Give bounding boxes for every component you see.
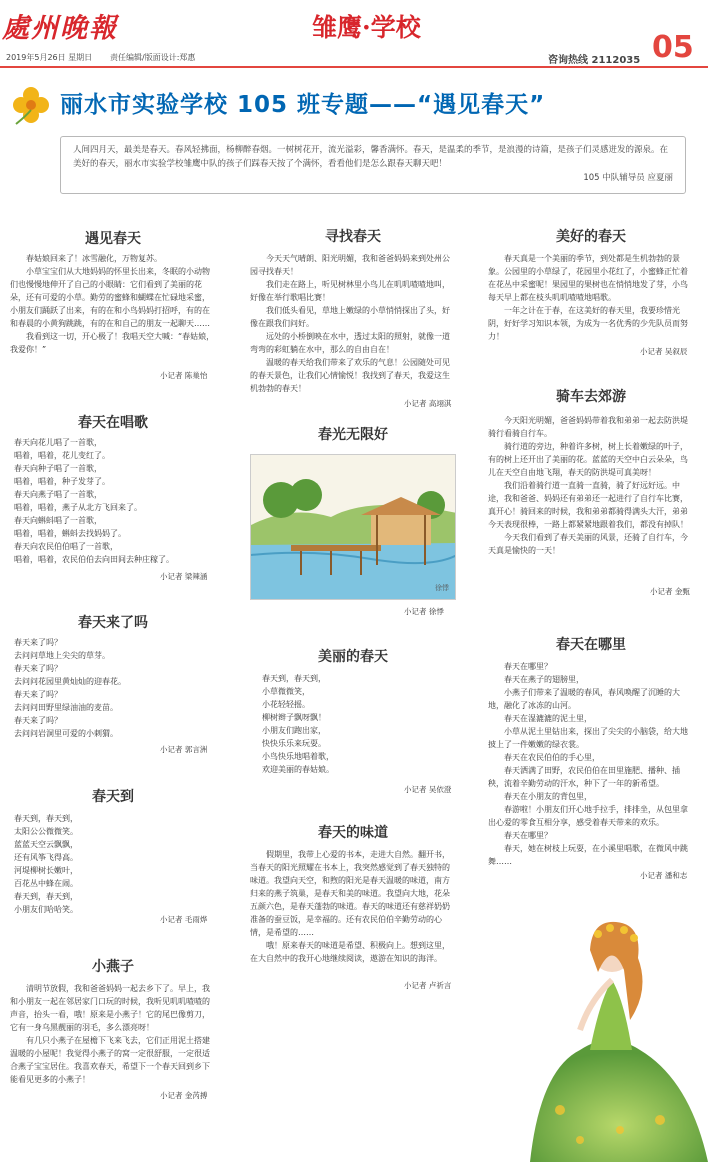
paragraph: 我们走在路上，听见树林里小鸟儿在叽叽喳喳地叫，好像在举行歌唱比赛！: [250, 280, 450, 302]
poem-line: 欢迎美丽的春姑娘。: [262, 765, 334, 774]
article-title: 春天的味道: [318, 825, 388, 841]
article-body: [250, 848, 456, 965]
poem-line: 春天向燕子唱了一首歌，: [14, 490, 102, 499]
article-title: 小燕子: [92, 959, 134, 975]
paragraph: 骑行道的旁边，种着许多树，树上长着嫩绿的叶子，有的树上还开出了美丽的花。蓝蓝的天空中白云朵朵，鸟儿在天空自由地飞翔，春天的防洪堤可真美呀！: [488, 442, 688, 477]
paragraph: 春天在哪里？: [504, 662, 552, 671]
poem-line: 唱着，唱着，蝌蚪去找妈妈了。: [14, 529, 126, 538]
article-body: [10, 982, 216, 1086]
poem-line: 春天到，春天到，: [14, 814, 78, 823]
newspaper-logo: 處州晚報: [2, 13, 118, 44]
article-author: 小记者 徐悸: [404, 607, 444, 616]
article-author: 小记者 陈巢怡: [160, 371, 208, 380]
article-title: 美好的春天: [556, 229, 626, 245]
poem-line: 春天来了吗？: [14, 716, 62, 725]
page-number: 05: [652, 30, 694, 65]
paragraph: 哦！原来春天的味道是希望、积极向上。想到这里，在大自然中的我开心地继续阅读，遨游在知识的海洋。: [250, 941, 450, 963]
article-body: [488, 660, 694, 868]
poem-line: 唱着，唱着，种子发芽了。: [14, 477, 110, 486]
paragraph: 温暖的春天给我们带来了欢乐的气息！公园随处可见的春天景色，让我们心情愉悦！我找到了春天，我爱这生机勃勃的春天！: [250, 358, 450, 393]
paragraph: 今天我们看到了春天美丽的风景，还骑了自行车，今天真是愉快的一天！: [488, 533, 688, 555]
paragraph: 春天在燕子的翅膀里，: [504, 675, 584, 684]
poem-line: 百花丛中蜂在闹。: [14, 879, 78, 888]
poem-line: 蓝蓝天空云飘飘，: [14, 840, 78, 849]
poem-line: 小鸟快乐地唱着歌，: [262, 752, 334, 761]
paragraph: 春天洒满了田野，农民伯伯在田里施肥、播种、插秧，流着辛勤劳动的汗水，种下了一年的新希望。: [488, 766, 680, 788]
article-title: 春天到: [92, 789, 134, 805]
article-title: 春天来了吗: [78, 615, 148, 631]
poem-line: 去问问草地上尖尖的草芽。: [14, 651, 110, 660]
poem-line: 还有风筝飞得高。: [14, 853, 78, 862]
paragraph: 春天真是一个美丽的季节，到处都是生机勃勃的景象。公园里的小草绿了，花园里小花红了，小蜜蜂正忙着在花丛中采蜜呢！果园里的果树也在悄悄地发了芽，小鸟每天早上都在枝头叽叽喳喳地唱歌。: [488, 254, 688, 302]
poem-line: 春天到，春天到，: [262, 674, 326, 683]
paragraph: 今天阳光明媚，爸爸妈妈带着我和弟弟一起去防洪堤骑行看骑自行车。: [488, 416, 688, 438]
article-author: 小记者 高翊淇: [404, 399, 452, 408]
section-title: 雏鹰·学校: [312, 13, 421, 42]
poem-line: 柳树辫子飘呀飘！: [262, 713, 326, 722]
article-title: 春光无限好: [318, 427, 388, 443]
paragraph: 我们沿着骑行道一直骑一直骑，骑了好远好远。中途，我和爸爸、妈妈还有弟弟还一起进行了自行车比赛，真开心！骑回来的时候，我和弟弟都骑得满头大汗，弟弟今天表现很棒，一路上都紧紧地跟着我们，都没有掉队！: [488, 481, 688, 529]
poem-line: 春天到，春天到，: [14, 892, 78, 901]
article-author: 小记者 金甄: [650, 587, 690, 596]
header-divider: [0, 66, 708, 68]
paragraph: 春天在湿漉漉的泥土里，: [504, 714, 592, 723]
paragraph: 春姑娘回来了！冰雪融化，万物复苏。: [26, 254, 162, 263]
poem-line: 河堤柳树长嫩叶，: [14, 866, 78, 875]
paragraph: 一年之计在于春，在这美好的春天里，我要珍惜光阴，好好学习知识本领，为成为一名优秀的少先队员而努力！: [488, 306, 688, 341]
poem-line: 去问问岩洞里可爱的小刺猬。: [14, 729, 118, 738]
article-author: 小记者 吴依澄: [404, 785, 452, 794]
article-title: 遇见春天: [85, 231, 141, 247]
info-bar: [0, 50, 650, 66]
paragraph: 春游啦！小朋友们开心地手拉手，排排坐，从包里拿出心爱的零食互相分享，感受着春天带来的欢乐。: [488, 805, 688, 827]
article-title: 春天在哪里: [556, 637, 626, 653]
article-body: [250, 252, 456, 395]
article-author: 小记者 郭言洲: [160, 745, 208, 754]
article-author: 小记者 金芮搏: [160, 1091, 208, 1100]
paragraph: 春天在农民伯伯的手心里，: [504, 753, 600, 762]
poem-line: 太阳公公微微笑。: [14, 827, 78, 836]
poem-line: 春天向蝌蚪唱了一首歌，: [14, 516, 102, 525]
poem-line: 快快乐乐来玩耍。: [262, 739, 326, 748]
editor-credit: 责任编辑/版面设计:郑惠: [110, 53, 196, 62]
paragraph: 小草从泥土里钻出来，探出了尖尖的小脑袋，给大地披上了一件嫩嫩的绿衣裳。: [488, 727, 688, 749]
poem-body: [14, 436, 220, 566]
paragraph: 小燕子们带来了温暖的春风，春风唤醒了沉睡的大地，融化了冰冻的山河。: [488, 688, 680, 710]
poem-line: 唱着，唱着，燕子从北方飞回来了。: [14, 503, 142, 512]
intro-box: [60, 136, 686, 194]
article-author: 小记者 潘和志: [640, 871, 688, 880]
paragraph: 远处的小桥倒映在水中，透过太阳的照射，就像一道弯弯的彩虹躺在水中，那么的自由自在！: [250, 332, 450, 354]
poem-line: 去问问花园里黄灿灿的迎春花。: [14, 677, 126, 686]
paragraph: 假期里，我带上心爱的书本，走进大自然。翻开书，当春天的阳光照耀在书本上，我突然感觉到了春天独特的味道。我望向天空，和煦的阳光是春天温暖的味道，南方归来的燕子筑巢，是春天和美的味道。我望向大地，花朵五颜六色，是春天蓬勃的味道。春天的味道还有慈祥奶奶准备的蚕豆饭，是幸福的。还有农民伯伯辛勤劳动的心情，是希望的……: [250, 850, 450, 937]
poem-line: 小朋友们跑出家，: [262, 726, 326, 735]
article-author: 小记者 梁辣涵: [160, 572, 208, 581]
paragraph: 春天在小朋友的背包里，: [504, 792, 592, 801]
article-title: 美丽的春天: [318, 649, 388, 665]
poem-line: 小花轻轻摇。: [262, 700, 310, 709]
poem-body: [14, 812, 220, 916]
poem-line: 小朋友们哈哈笑。: [14, 905, 78, 914]
paragraph: 我看到这一切，开心极了！我唱天空大喊：“春姑娘，我爱你！”: [10, 332, 215, 354]
paragraph: 我们低头看见，草地上嫩绿的小草悄悄探出了头，好像在跟我们问好。: [250, 306, 450, 328]
paragraph: 春天在哪里？: [504, 831, 552, 840]
article-title: 春天在唱歌: [78, 415, 148, 431]
article-body: [488, 414, 694, 557]
poem-line: 唱着，唱着，花儿变红了。: [14, 451, 110, 460]
poem-line: 春天来了吗？: [14, 638, 62, 647]
article-title: 寻找春天: [325, 229, 381, 245]
article-author: 小记者 卢祈言: [404, 981, 452, 990]
article-title: 骑车去郊游: [556, 389, 626, 405]
poem-line: 春天来了吗？: [14, 690, 62, 699]
poem-line: 春天向花儿唱了一首歌，: [14, 438, 102, 447]
intro-text: 人间四月天，最美是春天。春风轻拂面，杨柳醉春烟。一树树花开，流光溢彩，馨香满怀。春天，是温柔的季节，是浪漫的诗篇，是孩子们灵感迸发的源泉。在美好的春天，丽水市实验学校雏鹰中队的孩子们踩春天按了个满怀，看看他们是怎么跟春天聊天吧！: [73, 145, 669, 169]
flower-icon: [6, 80, 56, 130]
issue-date: 2019年5月26日 星期日: [6, 53, 93, 62]
article-body: [10, 252, 216, 356]
intro-signature: 105 中队辅导员 应夏丽: [583, 173, 673, 183]
paragraph: 清明节放假，我和爸爸妈妈一起去乡下了。早上，我和小朋友一起在邻居家门口玩的时候，我听见叽叽喳喳的声音，抬头一看，哦！原来是小燕子！它的尾巴像剪刀，它有一身乌黑靓丽的羽毛，多么漂亮呀！: [10, 984, 210, 1032]
paragraph: 春天，她在树枝上玩耍，在小溪里唱歌，在微风中跳舞……: [488, 844, 688, 866]
poem-line: 春天向种子唱了一首歌，: [14, 464, 102, 473]
painting-image: [250, 454, 456, 600]
poem-line: 春天向农民伯伯唱了一首歌，: [14, 542, 118, 551]
hotline: 咨询热线 2112035: [548, 55, 641, 66]
poem-line: 小草微微笑，: [262, 687, 310, 696]
page-main-title: 丽水市实验学校 105 班专题——“遇见春天”: [60, 92, 546, 118]
article-author: 小记者 毛雨烨: [160, 915, 208, 924]
article-body: [488, 252, 694, 343]
article-author: 小记者 吴叙辰: [640, 347, 688, 356]
paragraph: 今天天气晴朗、阳光明媚，我和爸爸妈妈来到处州公园寻找春天！: [250, 254, 450, 276]
paragraph: 有几只小燕子在屋檐下飞来飞去，它们正用泥土搭建温暖的小屋呢！我觉得小燕子的窝一定很舒服，一定很适合燕子宝宝居住。我喜欢春天，希望下一个春天回到乡下能看见更多的小燕子！: [10, 1036, 210, 1084]
spring-girl-illustration: [520, 880, 708, 1162]
painting-signature: 徐悸: [435, 584, 449, 592]
poem-line: 唱着，唱着，农民伯伯去向田间去种庄稼了。: [14, 555, 174, 564]
poem-body: [14, 636, 220, 740]
poem-line: 春天来了吗？: [14, 664, 62, 673]
poem-line: 去问问田野里绿油油的麦苗。: [14, 703, 118, 712]
poem-body: [262, 672, 468, 776]
paragraph: 小草宝宝们从大地妈妈的怀里长出来，冬眠的小动物们也慢慢地伸开了自己的小眼睛：它们看到了美丽的花朵，还有可爱的小草。勤劳的蜜蜂和蝴蝶在忙碌地采蜜，小朋友们踊跃了出来，有的在和小鸟妈妈打招呼，有的在和春晨的小黄狗跳跳，有的在和自己的朋友一起聊天……: [10, 267, 210, 328]
